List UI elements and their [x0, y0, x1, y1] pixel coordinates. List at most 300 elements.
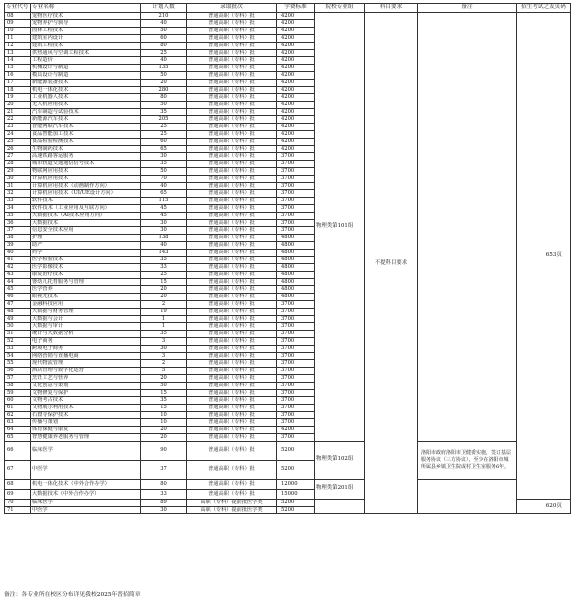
cell-plan: 280: [141, 86, 187, 93]
cell-fee: 4200: [277, 86, 315, 93]
cell-name: 体育保健与康复: [31, 426, 141, 433]
cell-code: 20: [5, 101, 31, 108]
table-row: [5, 479, 571, 489]
cell-code: 47: [5, 301, 31, 308]
cell-fee: 3700: [277, 360, 315, 367]
cell-plan: 35: [141, 256, 187, 263]
cell-name: 汽车制造与试验技术: [31, 109, 141, 116]
cell-fee: 4200: [277, 20, 315, 27]
footer-note: 备注：各专业所在校区分布详见我校2025年普招简章: [4, 592, 141, 598]
cell-name: 康复治疗技术: [31, 271, 141, 278]
cell-fee: 3700: [277, 323, 315, 330]
cell-plan: 60: [141, 35, 187, 42]
cell-name: 供热通风与空调工程技术: [31, 49, 141, 56]
cell-batch: 普通高职（专科）批: [187, 242, 277, 249]
cell-batch: 普通高职（专科）批: [187, 389, 277, 396]
cell-name: 烹饪工艺与营养: [31, 375, 141, 382]
cell-code: 23: [5, 123, 31, 130]
cell-batch: 普通高职（专科）批: [187, 345, 277, 352]
cell-code: 30: [5, 175, 31, 182]
group-102: 物理类第102组: [315, 441, 365, 479]
cell-name: 机电一体化技术: [31, 86, 141, 93]
cell-fee: 4200: [277, 64, 315, 71]
cell-code: 08: [5, 13, 31, 20]
cell-batch: 普通高职（专科）批: [187, 460, 277, 479]
cell-fee: 4800: [277, 264, 315, 271]
cell-fee: 4200: [277, 42, 315, 49]
cell-plan: 35: [141, 109, 187, 116]
cell-code: 60: [5, 397, 31, 404]
cell-code: 45: [5, 286, 31, 293]
cell-name: 网络营销与直播电商: [31, 352, 141, 359]
cell-batch: 普通高职（专科）批: [187, 316, 277, 323]
cell-code: 12: [5, 42, 31, 49]
cell-code: 13: [5, 49, 31, 56]
cell-batch: 普通高职（专科）批: [187, 479, 277, 489]
cell-batch: 普通高职（专科）批: [187, 412, 277, 419]
header-requirement: 科目要求: [365, 4, 418, 13]
cell-plan: 25: [141, 131, 187, 138]
cell-name: 工程造价: [31, 57, 141, 64]
cell-code: 64: [5, 426, 31, 433]
cell-fee: 12000: [277, 479, 315, 489]
cell-name: 医学影像技术: [31, 264, 141, 271]
cell-code: 10: [5, 27, 31, 34]
cell-plan: 50: [141, 27, 187, 34]
cell-fee: 4200: [277, 49, 315, 56]
cell-plan: 25: [141, 271, 187, 278]
cell-name: 物联网应用技术: [31, 168, 141, 175]
header-plan: 计划人数: [141, 4, 187, 13]
cell-plan: 80: [141, 94, 187, 101]
cell-plan: 45: [141, 205, 187, 212]
cell-code: 34: [5, 205, 31, 212]
cell-batch: 普通高职（专科）批: [187, 94, 277, 101]
cell-fee: 4800: [277, 256, 315, 263]
cell-plan: 2: [141, 360, 187, 367]
cell-name: 现代物流管理: [31, 360, 141, 367]
table-row: [5, 441, 571, 460]
cell-batch: 普通高职（专科）批: [187, 190, 277, 197]
cell-batch: 普通高职（专科）批: [187, 286, 277, 293]
cell-code: 35: [5, 212, 31, 219]
cell-plan: 30: [141, 345, 187, 352]
cell-fee: 4800: [277, 286, 315, 293]
cell-batch: 普通高职（专科）批: [187, 382, 277, 389]
cell-fee: 3700: [277, 419, 315, 426]
cell-code: 50: [5, 323, 31, 330]
cell-plan: 30: [141, 227, 187, 234]
page-ref-1: 653页: [517, 13, 571, 500]
cell-name: 生物制药技术: [31, 146, 141, 153]
cell-code: 61: [5, 404, 31, 411]
cell-batch: 普通高职（专科）批: [187, 109, 277, 116]
cell-name: 食品智能加工技术: [31, 131, 141, 138]
cell-name: 宠物医疗技术: [31, 13, 141, 20]
cell-plan: 80: [141, 479, 187, 489]
cell-plan: 35: [141, 160, 187, 167]
cell-plan: 1: [141, 323, 187, 330]
cell-code: 49: [5, 316, 31, 323]
note-empty: [418, 479, 517, 514]
cell-name: 建筑工程技术: [31, 42, 141, 49]
cell-plan: 33: [141, 264, 187, 271]
admission-plan-sheet: [4, 3, 570, 514]
cell-batch: 普通高职（专科）批: [187, 86, 277, 93]
cell-plan: 50: [141, 101, 187, 108]
cell-code: 54: [5, 352, 31, 359]
cell-fee: 3700: [277, 219, 315, 226]
cell-name: 医学检验技术: [31, 256, 141, 263]
cell-fee: 3700: [277, 330, 315, 337]
cell-plan: 1: [141, 316, 187, 323]
cell-name: 模具设计与制造: [31, 72, 141, 79]
cell-name: 文物修复与保护: [31, 389, 141, 396]
cell-plan: 2: [141, 301, 187, 308]
cell-fee: 3700: [277, 375, 315, 382]
cell-name: 计算机应用技术（动画制作方向）: [31, 182, 141, 189]
cell-code: 41: [5, 256, 31, 263]
cell-batch: 普通高职（专科）批: [187, 35, 277, 42]
cell-batch: 普通高职（专科）批: [187, 205, 277, 212]
cell-name: 软件技术: [31, 197, 141, 204]
cell-plan: 35: [141, 397, 187, 404]
cell-batch: 普通高职（专科）批: [187, 367, 277, 374]
cell-name: 眼视光技术: [31, 293, 141, 300]
cell-code: 19: [5, 94, 31, 101]
cell-code: 25: [5, 138, 31, 145]
cell-plan: 15: [141, 279, 187, 286]
header-note: 备注: [418, 4, 517, 13]
cell-name: 中医学: [31, 507, 141, 514]
cell-batch: 普通高职（专科）批: [187, 279, 277, 286]
cell-name: 统计与大数据分析: [31, 330, 141, 337]
cell-plan: 10: [141, 419, 187, 426]
cell-batch: 普通高职（专科）批: [187, 489, 277, 499]
cell-plan: 19: [141, 308, 187, 315]
cell-name: 机电一体化技术（中外合作办学）: [31, 479, 141, 489]
cell-fee: 3700: [277, 316, 315, 323]
cell-batch: 普通高职（专科）批: [187, 116, 277, 123]
cell-code: 27: [5, 153, 31, 160]
cell-batch: 普通高职（专科）批: [187, 72, 277, 79]
cell-name: 大数据与财务管理: [31, 308, 141, 315]
cell-name: 计算机应用技术（UI/UE设计方向）: [31, 190, 141, 197]
cell-plan: 210: [141, 13, 187, 20]
cell-fee: 3700: [277, 345, 315, 352]
cell-batch: 普通高职（专科）批: [187, 20, 277, 27]
cell-name: 工业机器人技术: [31, 94, 141, 101]
cell-plan: 40: [141, 242, 187, 249]
cell-fee: 3700: [277, 434, 315, 441]
cell-batch: 普通高职（专科）批: [187, 131, 277, 138]
cell-fee: 3700: [277, 153, 315, 160]
cell-batch: 普通高职（专科）批: [187, 323, 277, 330]
cell-batch: 普通高职（专科）批: [187, 308, 277, 315]
cell-plan: 115: [141, 197, 187, 204]
cell-plan: 25: [141, 123, 187, 130]
cell-name: 电子商务: [31, 338, 141, 345]
cell-code: 58: [5, 382, 31, 389]
cell-plan: 37: [141, 460, 187, 479]
cell-code: 26: [5, 146, 31, 153]
cell-fee: 3700: [277, 389, 315, 396]
cell-code: 38: [5, 234, 31, 241]
cell-name: 新能源汽车技术: [31, 116, 141, 123]
cell-code: 31: [5, 182, 31, 189]
cell-batch: 普通高职（专科）批: [187, 219, 277, 226]
cell-name: 护理: [31, 234, 141, 241]
cell-plan: 80: [141, 42, 187, 49]
cell-plan: 50: [141, 382, 187, 389]
cell-name: 大数据与审计: [31, 323, 141, 330]
cell-plan: 10: [141, 412, 187, 419]
cell-batch: 普通高职（专科）批: [187, 175, 277, 182]
cell-fee: 4800: [277, 271, 315, 278]
cell-batch: 普通高职（专科）批: [187, 330, 277, 337]
cell-plan: 30: [141, 219, 187, 226]
cell-plan: 5: [141, 367, 187, 374]
cell-plan: 25: [141, 49, 187, 56]
cell-fee: 4200: [277, 109, 315, 116]
header-group: 院校专业组: [315, 4, 365, 13]
cell-name: 建筑室内设计: [31, 35, 141, 42]
cell-fee: 4200: [277, 146, 315, 153]
admission-plan-table: [4, 3, 571, 514]
cell-name: 城市轨道交通通信信号技术: [31, 160, 141, 167]
subject-requirement: 不提科目要求: [365, 13, 418, 514]
cell-code: 28: [5, 160, 31, 167]
cell-plan: 138: [141, 234, 187, 241]
cell-code: 42: [5, 264, 31, 271]
cell-code: 14: [5, 57, 31, 64]
cell-code: 37: [5, 227, 31, 234]
cell-code: 71: [5, 507, 31, 514]
cell-code: 67: [5, 460, 31, 479]
cell-code: 68: [5, 479, 31, 489]
cell-name: 机械设计与制造: [31, 64, 141, 71]
cell-name: 临床医学: [31, 441, 141, 460]
cell-name: 大数据技术（AI技术应用方向）: [31, 212, 141, 219]
cell-fee: 4800: [277, 242, 315, 249]
cell-batch: 普通高职（专科）批: [187, 57, 277, 64]
cell-batch: 普通高职（专科）批: [187, 338, 277, 345]
table-body: [5, 13, 571, 514]
cell-code: 29: [5, 168, 31, 175]
cell-plan: 30: [141, 507, 187, 514]
group-empty: [315, 499, 365, 514]
cell-plan: 50: [141, 168, 187, 175]
cell-plan: 65: [141, 190, 187, 197]
cell-batch: 普通高职（专科）批: [187, 434, 277, 441]
cell-name: 园林工程技术: [31, 27, 141, 34]
cell-fee: 4200: [277, 72, 315, 79]
cell-code: 62: [5, 412, 31, 419]
cell-batch: 普通高职（专科）批: [187, 301, 277, 308]
note-medical-service: 洛阳市政府洛阳市卫健委实施，签订基层服务协议（三方协议），至少在洛阳市城所属县乡镇卫生院或村卫生室服务6年。: [418, 441, 517, 479]
cell-code: 55: [5, 360, 31, 367]
cell-plan: 205: [141, 116, 187, 123]
cell-plan: 30: [141, 153, 187, 160]
cell-name: 婴幼儿托育服务与管理: [31, 279, 141, 286]
cell-batch: 普通高职（专科）批: [187, 138, 277, 145]
cell-batch: 普通高职（专科）批: [187, 146, 277, 153]
table-row: [5, 13, 571, 20]
cell-plan: 15: [141, 404, 187, 411]
cell-name: 传播与策划: [31, 419, 141, 426]
cell-batch: 普通高职（专科）批: [187, 441, 277, 460]
cell-name: 无人机应用技术: [31, 101, 141, 108]
cell-plan: 20: [141, 434, 187, 441]
cell-name: 食品检验检测技术: [31, 138, 141, 145]
cell-code: 22: [5, 116, 31, 123]
cell-fee: 4200: [277, 116, 315, 123]
cell-fee: 3700: [277, 227, 315, 234]
cell-code: 51: [5, 330, 31, 337]
cell-code: 33: [5, 197, 31, 204]
cell-code: 09: [5, 20, 31, 27]
cell-fee: 3700: [277, 367, 315, 374]
cell-fee: 4200: [277, 426, 315, 433]
cell-code: 32: [5, 190, 31, 197]
cell-fee: 4800: [277, 293, 315, 300]
cell-plan: 33: [141, 489, 187, 499]
cell-code: 63: [5, 419, 31, 426]
cell-fee: 4200: [277, 57, 315, 64]
cell-fee: 3700: [277, 382, 315, 389]
cell-fee: 3700: [277, 205, 315, 212]
cell-plan: 143: [141, 249, 187, 256]
cell-plan: 15: [141, 389, 187, 396]
cell-name: 新能源装备技术: [31, 79, 141, 86]
cell-code: 48: [5, 308, 31, 315]
cell-code: 56: [5, 367, 31, 374]
cell-code: 21: [5, 109, 31, 116]
cell-name: 大数据技术（中外合作办学）: [31, 489, 141, 499]
cell-fee: 3700: [277, 352, 315, 359]
cell-batch: 普通高职（专科）批: [187, 27, 277, 34]
cell-name: 中医学: [31, 460, 141, 479]
cell-batch: 普通高职（专科）批: [187, 227, 277, 234]
cell-name: 石窟寺保护技术: [31, 412, 141, 419]
cell-code: 24: [5, 131, 31, 138]
cell-name: 软件技术（工业应用及互联方向）: [31, 205, 141, 212]
cell-name: 金融科技应用: [31, 301, 141, 308]
cell-batch: 普通高职（专科）批: [187, 101, 277, 108]
cell-fee: 4200: [277, 123, 315, 130]
group-101: 物理类第101组: [315, 13, 365, 442]
cell-code: 43: [5, 271, 31, 278]
cell-fee: 4200: [277, 27, 315, 34]
cell-code: 16: [5, 72, 31, 79]
cell-code: 66: [5, 441, 31, 460]
group-201: 物理类第201组: [315, 479, 365, 499]
cell-fee: 4200: [277, 79, 315, 86]
cell-name: 高速铁路客运服务: [31, 153, 141, 160]
cell-fee: 5200: [277, 441, 315, 460]
cell-name: 药学: [31, 249, 141, 256]
cell-batch: 普通高职（专科）批: [187, 397, 277, 404]
cell-fee: 3700: [277, 190, 315, 197]
cell-fee: 3700: [277, 182, 315, 189]
cell-fee: 3700: [277, 404, 315, 411]
cell-code: 46: [5, 293, 31, 300]
cell-batch: 普通高职（专科）批: [187, 212, 277, 219]
cell-batch: 普通高职（专科）批: [187, 426, 277, 433]
cell-batch: 普通高职（专科）批: [187, 49, 277, 56]
cell-plan: 3: [141, 352, 187, 359]
cell-name: 大数据与会计: [31, 316, 141, 323]
cell-plan: 50: [141, 72, 187, 79]
cell-plan: 70: [141, 175, 187, 182]
cell-batch: 普通高职（专科）批: [187, 153, 277, 160]
cell-plan: 40: [141, 57, 187, 64]
cell-plan: 89: [141, 499, 187, 506]
cell-batch: 高职（专科）提前批医学类: [187, 499, 277, 506]
cell-fee: 4800: [277, 249, 315, 256]
cell-fee: 3700: [277, 397, 315, 404]
cell-plan: 40: [141, 20, 187, 27]
header-score: 招生考试之友页码: [517, 4, 571, 13]
cell-fee: 4200: [277, 131, 315, 138]
cell-code: 15: [5, 64, 31, 71]
cell-code: 52: [5, 338, 31, 345]
cell-name: 医学营养: [31, 286, 141, 293]
cell-code: 53: [5, 345, 31, 352]
cell-plan: 135: [141, 64, 187, 71]
cell-batch: 普通高职（专科）批: [187, 360, 277, 367]
cell-batch: 普通高职（专科）批: [187, 249, 277, 256]
cell-name: 智能网联汽车技术: [31, 123, 141, 130]
cell-name: 文物展示利用技术: [31, 404, 141, 411]
cell-fee: 4200: [277, 35, 315, 42]
cell-fee: 4800: [277, 234, 315, 241]
cell-batch: 普通高职（专科）批: [187, 79, 277, 86]
header-fee: 学费标准: [277, 4, 315, 13]
cell-code: 65: [5, 434, 31, 441]
cell-name: 助产: [31, 242, 141, 249]
cell-batch: 普通高职（专科）批: [187, 64, 277, 71]
cell-plan: 20: [141, 79, 187, 86]
cell-fee: 5200: [277, 499, 315, 506]
header-code: 专业代号: [5, 4, 31, 13]
cell-plan: 90: [141, 441, 187, 460]
cell-code: 59: [5, 389, 31, 396]
page-ref-2: 620页: [517, 499, 571, 514]
cell-code: 39: [5, 242, 31, 249]
cell-fee: 15000: [277, 489, 315, 499]
cell-code: 17: [5, 79, 31, 86]
cell-plan: 35: [141, 330, 187, 337]
cell-batch: 高职（专科）提前批医学类: [187, 507, 277, 514]
cell-fee: 4200: [277, 138, 315, 145]
cell-name: 跨境电子商务: [31, 345, 141, 352]
cell-batch: 普通高职（专科）批: [187, 264, 277, 271]
cell-code: 36: [5, 219, 31, 226]
cell-name: 大数据技术: [31, 219, 141, 226]
cell-fee: 3700: [277, 412, 315, 419]
cell-fee: 4200: [277, 101, 315, 108]
header-name: 专业名称: [31, 4, 141, 13]
cell-name: 智慧健康养老服务与管理: [31, 434, 141, 441]
cell-name: 酒店管理与数字化运营: [31, 367, 141, 374]
cell-plan: 45: [141, 212, 187, 219]
cell-batch: 普通高职（专科）批: [187, 160, 277, 167]
cell-name: 计算机应用技术: [31, 175, 141, 182]
cell-name: 宠物养护与驯导: [31, 20, 141, 27]
cell-fee: 4800: [277, 279, 315, 286]
cell-code: 44: [5, 279, 31, 286]
